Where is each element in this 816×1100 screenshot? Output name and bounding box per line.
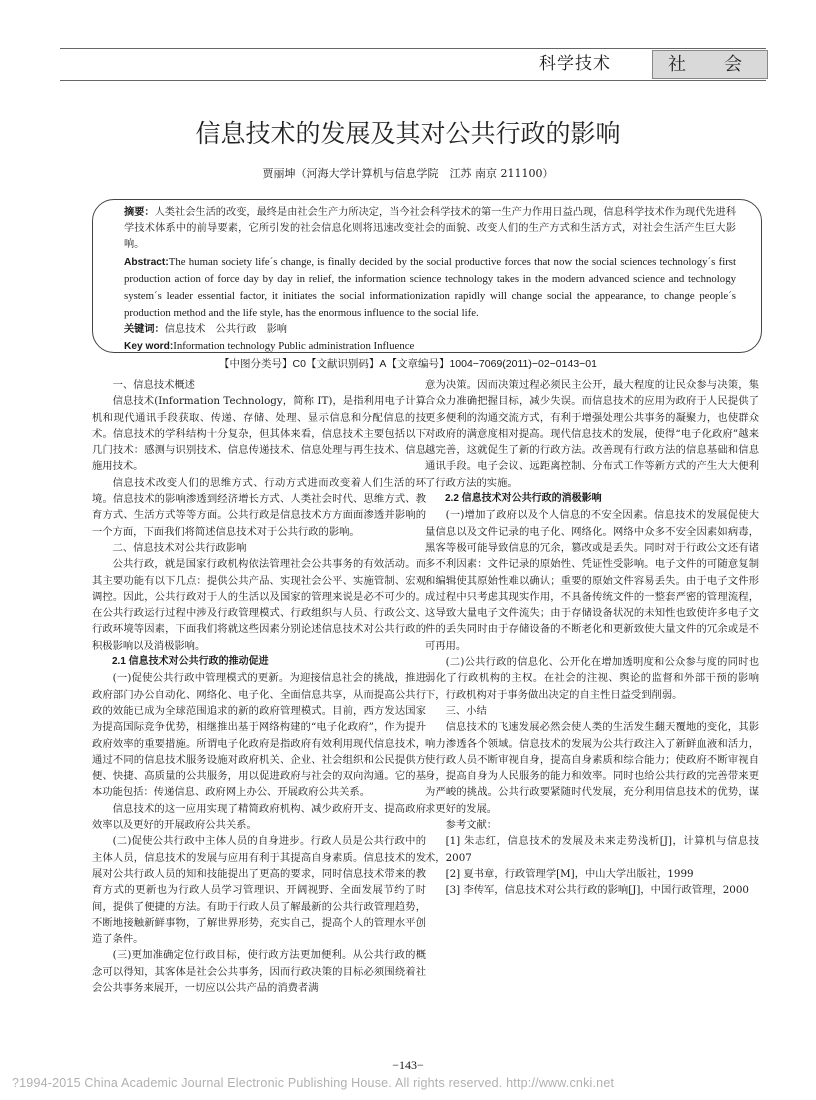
abstract-en-text: The human society life´s change, is finally decided by the social productive forces that now the social sciences technology´s first production action of force day by day in relief, the information science technology takes in the modern advanced science and technology system´s leader essential factor, it initiates the social informationization rapidly will change social the appearance, to change people´s production method and the life style, has the enormous influence to the social life. xyxy=(124,256,736,319)
paper-title: 信息技术的发展及其对公共行政的影响 xyxy=(195,119,621,148)
body-paragraph: (二)公共行政的信息化、公开化在增加透明度和公众参与度的同时也弱化了行政机构的主权。在社会的注视、舆论的监督和外部干预的影响下，行政机构对于事务做出决定的自主性日益受到削弱。 xyxy=(425,656,759,701)
body-paragraph: (二)促使公共行政中主体人员的自身进步。行政人员是公共行政中的主体人员，信息技术的发展与应用有利于其提高自身素质。信息技术的发展对公共行政人员的知和技能提出了更高的要求，同时信息技术带来的教育方式的更新也为行政人员学习管理识、开阔视野、全面发展节约了时间，提供了便捷的方法。有助于行政人员了解最新的公共行政管理趋势，不断地接触新鲜事物，了解世界形势，充实自己，提高个人的管理水平创造了条件。 xyxy=(92,835,426,946)
author-line: 贾丽坤（河海大学计算机与信息学院 江苏 南京 211100） xyxy=(262,167,554,180)
body-paragraph: 信息技术的飞速发展必然会使人类的生活发生翻天覆地的变化，其影响力渗透各个领域。信息技术的发展为公共行政注入了新鲜血液和活力，使行政人员不断审视自身，提高自身素质和综合能力；使政府不断审视自身，提高自身为人民服务的能力和效率。同时也给公共行政的完善带来更为严峻的挑战。公共行政要紧随时代发展，充分利用信息技术的优势，谋求更好的发展。 xyxy=(425,721,759,815)
header-category-badge: 社 会 xyxy=(652,50,768,79)
classification-line: 【中图分类号】C0【文献识别码】A【文章编号】1004−7069(2011)−02−0143−01 xyxy=(219,358,597,370)
body-paragraph: 信息技术的这一应用实现了精简政府机构、减少政府开支、提高政府效率以及更好的开展政府公共关系。 xyxy=(92,802,426,832)
section-heading: 三、小结 xyxy=(445,704,487,717)
header-section: 科学技术 xyxy=(539,54,611,74)
reference-item: [1] 朱志红，信息技术的发展及未来走势浅析[J]，计算机与信息技术，2007 xyxy=(425,835,759,864)
body-paragraph: 意为决策。因而决策过程必须民主公开，最大程度的让民众参与决策，集合众力准确把握目标，减少失误。而信息技术的应用为政府于人民提供了更多便利的沟通交流方式，有利于增强处理公共事务的凝聚力，也使群众对政府的满意度相对提高。现代信息技术的发展，使得“电子化政府”越来越完善，这就促生了新的行政方法。改善现有行政方法的信息基础和信息通讯手段。电子会议、远距离控制、分布式工作等新方式的产生大大便利了行政方法的实施。 xyxy=(425,379,759,489)
reference-item: [3] 李传军，信息技术对公共行政的影响[J]，中国行政管理，2000 xyxy=(445,884,749,897)
body-paragraph: 信息技术(Information Technology，简称 IT)，是指利用电子计算机和现代通讯手段获取、传递、存储、处理、显示信息和分配信息的技术。信息技术的学科结构十分复杂，但其体来看，信息技术主要包括以下几门技术：感测与识别技术、信息传递技术、信息处理与再生技术、信息施用技术。 xyxy=(92,395,426,473)
keywords-en-label: Key word: xyxy=(124,341,174,352)
body-paragraph: 公共行政，就是国家行政机构依法管理社会公共事务的有效活动。而其主要功能有以下几点：提供公共产品、实现社会公平、实施管制、宏观调控。因此，公共行政对于人的生活以及国家的管理来说是必不可少的。在公共行政运行过程中涉及行政管理模式、行政组织与人员、行政公文、行政环境等因素，下面我们将就这些因素分别论述信息技术对公共行政的积极影响以及消极影响。 xyxy=(92,558,426,652)
section-subheading: 2.2 信息技术对公共行政的消极影响 xyxy=(445,493,602,505)
keywords-en xyxy=(124,338,736,355)
left-column xyxy=(92,377,426,996)
keywords-cn xyxy=(124,322,736,338)
abstract-cn-label: 摘要： xyxy=(124,207,155,218)
body-paragraph: (一)增加了政府以及个人信息的不安全因素。信息技术的发展促使大量信息以及文件记录的电子化、网络化。网络中众多不安全因素如病毒，黑客等极可能导致信息的冗余，篡改或是丢失。同时对于行政公文还有诸多不利因素：文件记录的原始性、凭证性受影响。电子文件的可随意复制和编辑使其原始性难以确认；重要的原始文件容易丢失。由于电子文件形成过程中只考虑其现实作用，不具备传统文件的一整套严密的管理流程，这导致大量电子文件流失；由于存储设备状况的未知性也致使许多电子文件的丢失同时由于存储设备的不断老化和更新致使大量文件的冗余或是不可再用。 xyxy=(425,509,759,652)
abstract-en-label: Abstract: xyxy=(124,257,169,268)
body-paragraph: 参考文献： xyxy=(445,819,498,832)
keywords-cn-label: 关键词： xyxy=(124,324,165,335)
abstract-en xyxy=(124,254,736,322)
section-heading: 二、信息技术对公共行政影响 xyxy=(112,541,247,554)
right-column xyxy=(425,377,759,899)
keywords-cn-text: 信息技术 公共行政 影响 xyxy=(164,324,287,335)
section-heading: 一、信息技术概述 xyxy=(112,379,195,391)
reference-item: [2] 夏书章，行政管理学[M]，中山大学出版社，1999 xyxy=(445,867,694,880)
page-number: −143− xyxy=(392,1058,424,1072)
body-paragraph: 信息技术改变人们的思维方式、行动方式进而改变着人们生活的环境。信息技术的影响渗透到经济增长方式、人类社会时代、思维方式、教育方式、生活方式等等方面。公共行政是信息技术方方面面渗透并影响的一个方面，下面我们将简述信息技术对于公共行政的影响。 xyxy=(92,476,426,538)
section-subheading: 2.1 信息技术对公共行政的推动促进 xyxy=(112,656,269,668)
abstract-cn xyxy=(124,205,736,253)
abstract-cn-text: 人类社会生活的改变，最终是由社会生产力所决定，当今社会科学技术的第一生产力作用日益凸现，信息科学技术作为现代先进科学技术体系中的前导要素，它所引发的社会信息化则将迅速改变社会的面貌、改变人们的生产方式和生活方式，对社会生活产生巨大影响。 xyxy=(124,207,737,250)
body-paragraph: (一)促使公共行政中管理模式的更新。为迎接信息社会的挑战，推进政府部门办公自动化、网络化、电子化、全面信息共享，从而提高公共行政的效能已成为全球范围追求的新的政府管理模式。目前，西方发达国家为提高国际竞争优势，相继推出基于网络构建的“电子化政府”，作为提升政府效率的重要措施。所谓电子化政府是指政府有效利用现代信息技术，通过不同的信息技术服务设施对政府机关、企业、社会组织和公民提供方便、快捷、高质量的公共服务，用以促进政府与社会的双向沟通。它的基本功能包括：传递信息、政府网上办公、开展政府公共关系。 xyxy=(92,672,426,799)
keywords-en-text: Information technology Public administration Influence xyxy=(173,340,415,352)
header-top-rule xyxy=(60,48,766,49)
header-bottom-rule xyxy=(60,80,766,81)
footer-copyright: ?1994-2015 China Academic Journal Electronic Publishing House. All rights reserved. http://www.cnki.net xyxy=(12,1076,615,1090)
body-paragraph: (三)更加准确定位行政目标，使行政方法更加便利。从公共行政的概念可以得知，其客体是社会公共事务，因而行政决策的目标必须围绕着社会公共事务来展开，一切应以公共产品的消费者满 xyxy=(92,949,426,994)
abstract xyxy=(124,205,736,355)
